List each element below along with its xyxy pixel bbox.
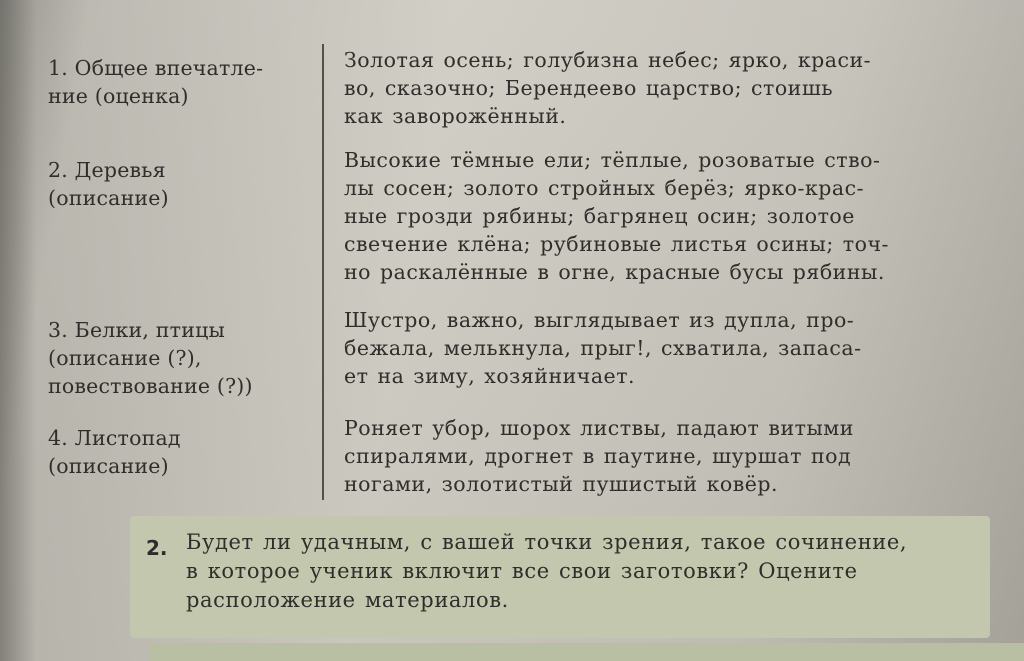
row-4-content-line: спиралями, дрогнет в паутине, шуршат под bbox=[344, 444, 852, 468]
row-3-label bbox=[48, 316, 313, 400]
row-2-content-line: но раскалённые в огне, красные бусы рябины. bbox=[344, 260, 885, 284]
row-2-content-line: ные грозди рябины; багрянец осин; золотое bbox=[344, 204, 855, 228]
row-2-content-line: Высокие тёмные ели; тёплые, розоватые ство- bbox=[344, 148, 881, 172]
row-2-content-line: свечение клёна; рубиновые листья осины; точ- bbox=[344, 232, 889, 256]
row-3-label-line: повествование (?)) bbox=[48, 374, 253, 398]
row-3-label-line: 3. Белки, птицы bbox=[48, 318, 225, 342]
row-3-content-line: ет на зиму, хозяйничает. bbox=[344, 364, 636, 388]
question-line: в которое ученик включит все свои заготовки? Оцените bbox=[186, 559, 858, 583]
row-1-content-line: как заворожённый. bbox=[344, 104, 567, 128]
row-4-label-line: 4. Листопад bbox=[48, 426, 181, 450]
row-1-content bbox=[344, 46, 984, 130]
question-line: Будет ли удачным, с вашей точки зрения, такое сочинение, bbox=[186, 530, 908, 554]
row-3-label-line: (описание (?), bbox=[48, 346, 202, 370]
page-edge-shadow bbox=[0, 0, 36, 661]
row-4-content-line: Роняет убор, шорох листвы, падают витыми bbox=[344, 416, 854, 440]
row-4-content-line: ногами, золотистый пушистый ковёр. bbox=[344, 472, 779, 496]
row-4-content bbox=[344, 414, 984, 498]
table-divider bbox=[322, 44, 324, 500]
row-1-label-line: ние (оценка) bbox=[48, 84, 189, 108]
row-3-content-line: Шустро, важно, выглядывает из дупла, про- bbox=[344, 308, 855, 332]
row-2-label-line: 2. Деревья bbox=[48, 158, 166, 182]
row-4-label-line: (описание) bbox=[48, 454, 169, 478]
question-number: 2. bbox=[146, 536, 168, 560]
row-1-label-line: 1. Общее впечатле- bbox=[48, 56, 264, 80]
row-2-label-line: (описание) bbox=[48, 186, 169, 210]
row-3-content-line: бежала, мелькнула, прыг!, схватила, запаса- bbox=[344, 336, 862, 360]
question-line: расположение материалов. bbox=[186, 588, 509, 612]
row-2-content bbox=[344, 146, 984, 286]
question-text bbox=[186, 528, 976, 615]
row-2-label bbox=[48, 156, 313, 212]
row-4-label bbox=[48, 424, 313, 480]
row-2-content-line: лы сосен; золото стройных берёз; ярко-крас- bbox=[344, 176, 865, 200]
row-1-content-line: Золотая осень; голубизна небес; ярко, краси- bbox=[344, 48, 872, 72]
next-section-strip bbox=[150, 643, 1024, 661]
row-3-content bbox=[344, 306, 984, 390]
row-1-content-line: во, сказочно; Берендеево царство; стоишь bbox=[344, 76, 834, 100]
row-1-label bbox=[48, 54, 313, 110]
